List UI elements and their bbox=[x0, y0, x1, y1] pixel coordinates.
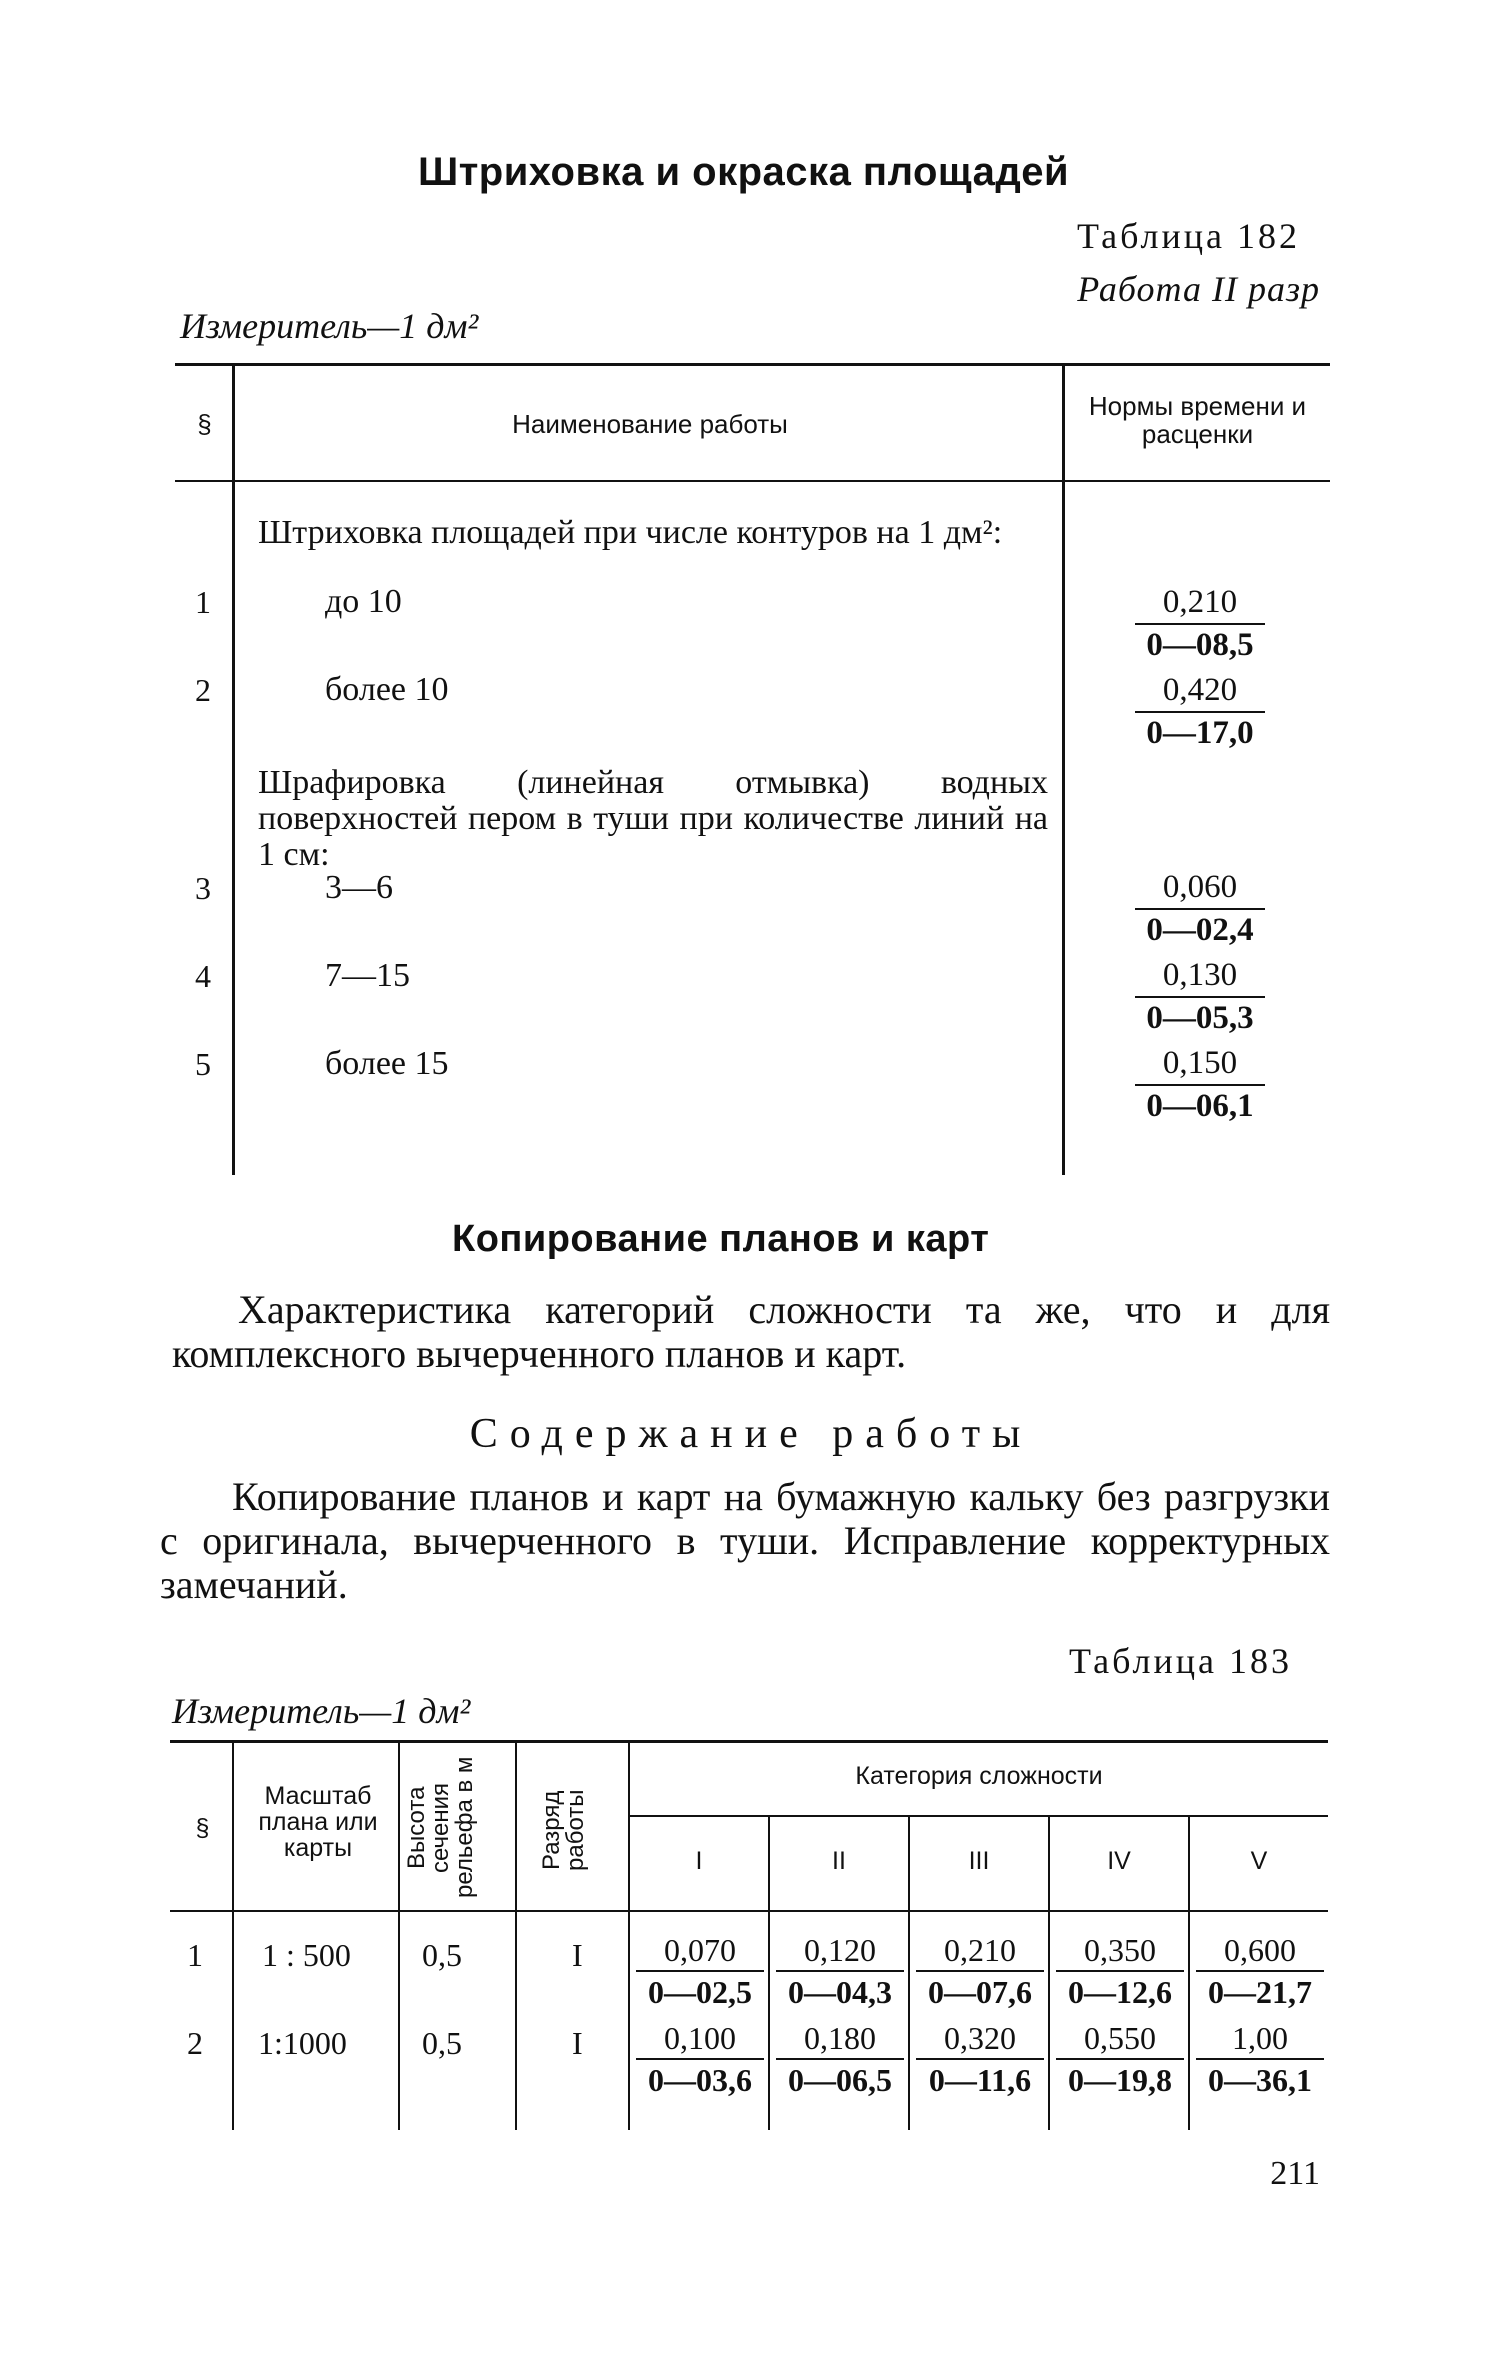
table183-col-grade: Разряд работы bbox=[538, 1789, 589, 1871]
row2-num: 2 bbox=[195, 672, 211, 708]
row2-norm: 0,420 bbox=[1135, 670, 1265, 713]
row1-value bbox=[1135, 582, 1265, 665]
cat-II: II bbox=[832, 1847, 846, 1875]
row5-norm: 0,150 bbox=[1135, 1043, 1265, 1086]
table183-col-height: Высота сечения рельефа в м bbox=[403, 1756, 478, 1899]
table182-top-rule bbox=[175, 363, 1330, 366]
t183-row2-cat2: 0,180 0—06,5 bbox=[776, 2018, 904, 2100]
table183-col-num: § bbox=[195, 1814, 210, 1842]
row3-price: 0—02,4 bbox=[1146, 912, 1254, 948]
row3-name: 3—6 bbox=[325, 869, 393, 906]
measure-label-183: Измеритель—1 дм² bbox=[172, 1691, 471, 1731]
table183-div-3 bbox=[515, 1742, 517, 2130]
row1-norm: 0,210 bbox=[1135, 582, 1265, 625]
t183-row2-cat5: 1,00 0—36,1 bbox=[1196, 2018, 1324, 2100]
t183-row2-grade: I bbox=[572, 2025, 583, 2061]
table182-group2-text: Шрафировка (линейная отмывка) водных поверхностей пером в туши при количестве линий на 1 см: bbox=[258, 764, 1048, 873]
table182-col-num: § bbox=[197, 409, 212, 439]
row4-norm: 0,130 bbox=[1135, 955, 1265, 998]
t183-row1-cat5: 0,600 0—21,7 bbox=[1196, 1930, 1324, 2012]
row2-value bbox=[1135, 670, 1265, 753]
cat-III: III bbox=[968, 1847, 990, 1875]
row5-name: более 15 bbox=[325, 1045, 449, 1082]
t183-row1-num: 1 bbox=[187, 1937, 203, 1973]
row3-value bbox=[1135, 867, 1265, 950]
content-heading: Содержание работы bbox=[469, 1411, 1033, 1457]
row3-num: 3 bbox=[195, 870, 211, 906]
table183-cat-rule bbox=[630, 1815, 1328, 1817]
row4-name: 7—15 bbox=[325, 957, 410, 994]
row2-name: более 10 bbox=[325, 671, 449, 708]
section1-title: Штриховка и окраска площадей bbox=[418, 150, 1070, 194]
table182-col-norms: Нормы времени и расценки bbox=[1088, 391, 1307, 449]
row4-value bbox=[1135, 955, 1265, 1038]
table183-col-scale: Масштаб плана или карты bbox=[258, 1782, 378, 1862]
table182-group1-text: Штриховка площадей при числе контуров на 1 дм²: bbox=[258, 514, 1003, 551]
t183-row2-cat3: 0,320 0—11,6 bbox=[916, 2018, 1044, 2100]
table183-div-1 bbox=[232, 1742, 234, 2130]
table183-header-rule bbox=[170, 1910, 1328, 1912]
table183-top-rule bbox=[170, 1740, 1328, 1743]
t183-row1-height: 0,5 bbox=[422, 1937, 462, 1973]
t183-row1-scale: 1 : 500 bbox=[262, 1937, 351, 1973]
row1-name: до 10 bbox=[325, 583, 402, 620]
t183-row2-num: 2 bbox=[187, 2025, 203, 2061]
row1-num: 1 bbox=[195, 584, 211, 620]
t183-row1-cat4: 0,350 0—12,6 bbox=[1056, 1930, 1184, 2012]
row5-price: 0—06,1 bbox=[1146, 1088, 1254, 1124]
work-grade: Работа II разр bbox=[1077, 269, 1320, 309]
table182-col-name: Наименование работы bbox=[512, 409, 788, 439]
t183-row1-grade: I bbox=[572, 1937, 583, 1973]
table-183-label: Таблица 183 bbox=[1069, 1641, 1292, 1681]
section2-title: Копирование планов и карт bbox=[452, 1218, 990, 1260]
cat-IV: IV bbox=[1107, 1847, 1131, 1875]
section2-content: Копирование планов и карт на бумажную кальку без разгрузки с оригинала, вычерченного в туши. Исправление корректурных замечаний. bbox=[160, 1474, 1330, 1607]
cat-V: V bbox=[1250, 1847, 1268, 1875]
table-182-label: Таблица 182 bbox=[1077, 216, 1300, 256]
table182-col-divider-1 bbox=[232, 365, 235, 1175]
table183-div-2 bbox=[398, 1742, 400, 2130]
t183-row1-cat3: 0,210 0—07,6 bbox=[916, 1930, 1044, 2012]
table182-col-divider-2 bbox=[1062, 365, 1065, 1175]
row4-price: 0—05,3 bbox=[1146, 1000, 1254, 1036]
row2-price: 0—17,0 bbox=[1146, 715, 1254, 751]
row5-num: 5 bbox=[195, 1046, 211, 1082]
t183-row2-cat1: 0,100 0—03,6 bbox=[636, 2018, 764, 2100]
table183-div-4 bbox=[628, 1742, 630, 2130]
table183-col-category: Категория сложности bbox=[855, 1762, 1103, 1790]
table182-header-rule bbox=[175, 480, 1330, 482]
row4-num: 4 bbox=[195, 958, 211, 994]
t183-row1-cat2: 0,120 0—04,3 bbox=[776, 1930, 904, 2012]
row1-price: 0—08,5 bbox=[1146, 627, 1254, 663]
t183-row2-scale: 1:1000 bbox=[258, 2025, 347, 2061]
measure-label: Измеритель—1 дм² bbox=[180, 306, 479, 346]
t183-row2-height: 0,5 bbox=[422, 2025, 462, 2061]
page-number: 211 bbox=[1270, 2155, 1320, 2192]
row5-value bbox=[1135, 1043, 1265, 1126]
section2-intro: Характеристика категорий сложности та же, что и для комплексного вычерченного планов и карт. bbox=[172, 1287, 1330, 1376]
t183-row1-cat1: 0,070 0—02,5 bbox=[636, 1930, 764, 2012]
t183-row2-cat4: 0,550 0—19,8 bbox=[1056, 2018, 1184, 2100]
cat-I: I bbox=[695, 1847, 703, 1875]
row3-norm: 0,060 bbox=[1135, 867, 1265, 910]
